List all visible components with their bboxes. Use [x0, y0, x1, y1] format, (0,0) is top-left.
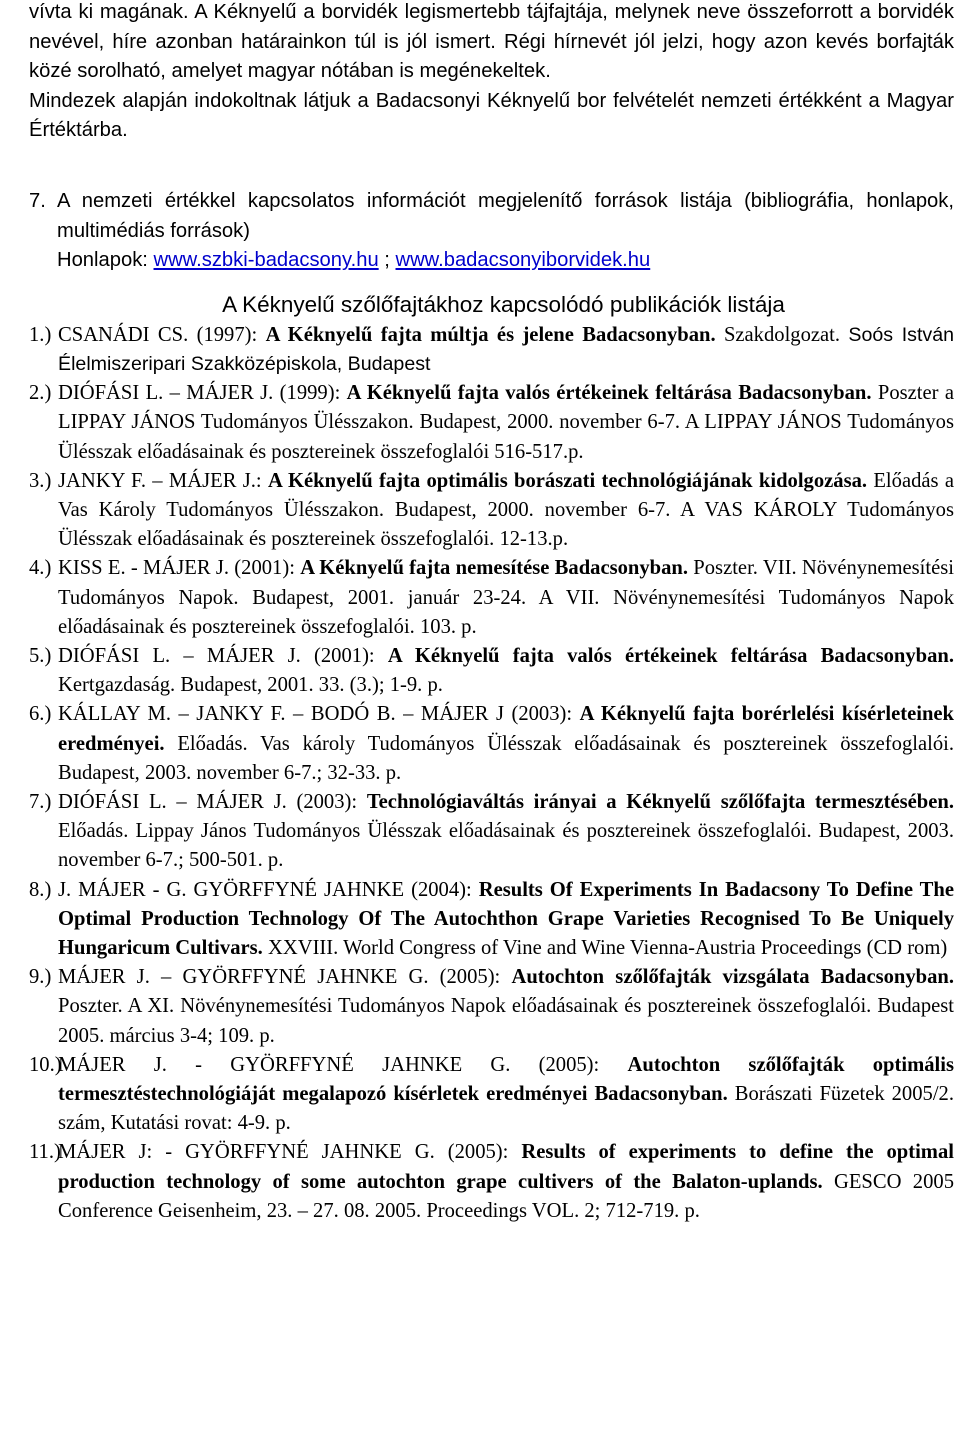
publication-item [29, 379, 954, 467]
publication-text [58, 700, 954, 788]
website-link-borvidek[interactable]: www.badacsonyiborvidek.hu [395, 249, 651, 272]
publication-details: Előadás a Vas Károly Tudományos Ülésszakon. Budapest, 2000. november 6-7. A VAS KÁROLY Tudományos Ülésszak előadásainak és posztereinek összefoglalói. 12-13.p. [58, 469, 954, 551]
link-separator: ; [384, 249, 390, 272]
publication-text [58, 963, 954, 1051]
publication-authors: CSANÁDI CS. (1997): [58, 323, 266, 346]
publications-title: A Kéknyelű szőlőfajtákhoz kapcsolódó publikációk listája [222, 291, 785, 317]
publication-text [58, 379, 954, 467]
publication-details: Poszter a LIPPAY JÁNOS Tudományos Ülésszakon. Budapest, 2000. november 6-7. A LIPPAY JÁNOS Tudományos Ülésszak előadásainak és posztereinek összefoglalói 516-517.p. [58, 382, 954, 463]
publication-details: Előadás. Vas károly Tudományos Ülésszak előadásainak és posztereinek összefoglalói. Budapest, 2003. november 6-7.; 32-33. p. [58, 732, 954, 784]
publication-title: A Kéknyelű fajta optimális borászati technológiájának kidolgozása. [267, 469, 868, 492]
publication-details: Előadás. Lippay János Tudományos Ülésszak előadásainak és posztereinek összefoglalói. Budapest, 2003. november 6-7.; 500-501. p. [58, 820, 954, 872]
publication-title: Technológiaváltás irányai a Kéknyelű szőlőfajta termesztésében. [366, 791, 954, 813]
publication-list [29, 321, 954, 1226]
publication-title: Autochton szőlőfajták vizsgálata Badacsonyban. [511, 966, 954, 989]
publication-item [29, 876, 954, 964]
publication-details: Borászati Füzetek 2005/2. szám, Kutatási rovat: 4-9. p. [58, 1083, 954, 1135]
website-link-szbki[interactable]: www.szbki-badacsony.hu [153, 249, 379, 272]
publication-text [58, 554, 954, 642]
intro-paragraph-2: Mindezek alapján indokoltnak látjuk a Badacsonyi Kéknyelű bor felvételét nemzeti értékként a Magyar Értéktárba. [29, 89, 954, 142]
publication-number: 7.) [29, 791, 52, 813]
publication-item [29, 321, 954, 379]
publication-details: XXVIII. World Congress of Vine and Wine Vienna-Austria Proceedings (CD rom) [262, 937, 948, 960]
section-title [57, 187, 954, 276]
publication-item [29, 963, 954, 1051]
publication-text [58, 467, 954, 555]
publication-title: Autochton szőlőfajták optimális termesztéstechnológiáját megalapozó kísérletek eredményei Badacsonyban. [58, 1053, 955, 1106]
publication-item [29, 1051, 954, 1139]
publication-details: Szakdolgozat. [715, 323, 849, 346]
publication-text [58, 321, 954, 379]
intro-paragraph-1: vívta ki magának. A Kéknyelű a borvidék legismertebb tájfajtája, melynek neve összeforrott a borvidék nevével, híre azonban határainkon túl is jól ismert. Régi hírnevét jól jelzi, hogy azon kevés borfajták közé sorolható, amelyet magyar nótában is megénekeltek. [29, 1, 954, 83]
publication-authors: JANKY F. – MÁJER J.: [58, 469, 268, 492]
publication-item [29, 1138, 954, 1226]
publication-item [29, 467, 954, 555]
publication-authors: MÁJER J: - GYÖRFFYNÉ JAHNKE G. (2005): [58, 1141, 522, 1164]
publication-authors: MÁJER J. – GYÖRFFYNÉ JAHNKE G. (2005): [58, 966, 512, 989]
publication-number: 3.) [29, 469, 52, 492]
publication-title: A Kéknyelű fajta nemesítése Badacsonyban. [300, 557, 689, 580]
publication-title: A Kéknyelű fajta múltja és jelene Badacsonyban. [265, 323, 716, 346]
section-title-text: A nemzeti értékkel kapcsolatos információt megjelenítő források listája (bibliográfia, honlapok, multimédiás források) [57, 189, 954, 242]
publication-number: 5.) [29, 644, 52, 667]
publication-number: 6.) [29, 703, 52, 726]
publication-text [58, 1051, 954, 1139]
publication-details: Poszter. VII. Növénynemesítési Tudományos Napok. Budapest, 2001. január 23-24. A VII. Növénynemesítési Tudományos Napok előadásainak és posztereinek összefoglalói. 103. p. [58, 557, 955, 638]
publication-number: 8.) [29, 878, 52, 901]
publication-authors: J. MÁJER - G. GYÖRFFYNÉ JAHNKE (2004): [58, 878, 479, 901]
section-number: 7. [29, 189, 46, 212]
publication-number: 11.) [29, 1141, 61, 1164]
publication-institution: Soós István Élelmiszeripari Szakközépiskola, Budapest [58, 323, 954, 375]
publication-text [58, 788, 954, 876]
publication-authors: KÁLLAY M. – JANKY F. – BODÓ B. – MÁJER J (2003): [58, 703, 580, 726]
publication-item [29, 700, 954, 788]
publication-number: 1.) [29, 323, 52, 346]
publication-authors: KISS E. - MÁJER J. (2001): [58, 557, 301, 580]
publication-authors: DIÓFÁSI L. – MÁJER J. (1999): [58, 382, 347, 405]
publication-number: 9.) [29, 966, 52, 989]
publication-title: A Kéknyelű fajta valós értékeinek feltárása Badacsonyban. [346, 382, 872, 405]
publication-item [29, 788, 954, 876]
publication-number: 10.) [29, 1053, 62, 1076]
publication-details: Poszter. A XI. Növénynemesítési Tudományos Napok előadásainak és posztereinek összefoglalói. Budapest 2005. március 3-4; 109. p. [58, 995, 954, 1047]
publication-title: A Kéknyelű fajta valós értékeinek feltárása Badacsonyban. [387, 644, 954, 667]
publication-authors: DIÓFÁSI L. – MÁJER J. (2001): [58, 644, 388, 667]
websites-label: Honlapok: [57, 249, 148, 272]
publication-text [58, 1138, 954, 1226]
publication-title: A Kéknyelű fajta borérlelési kísérleteinek eredményei. [58, 703, 955, 755]
publication-title: Results Of Experiments In Badacsony To Define The Optimal Production Technology Of The Autochthon Grape Varieties Recognised To Be Uniquely Hungaricum Cultivars. [58, 878, 955, 960]
publication-title: Results of experiments to define the optimal production technology of some autochton grape cultivers of the Balaton-uplands. [58, 1141, 954, 1193]
publication-authors: DIÓFÁSI L. – MÁJER J. (2003): [58, 791, 367, 813]
publication-authors: MÁJER J. - GYÖRFFYNÉ JAHNKE G. (2005): [58, 1053, 628, 1076]
publication-item [29, 642, 954, 700]
publication-number: 2.) [29, 382, 52, 405]
section-7-heading [29, 187, 954, 276]
publication-number: 4.) [29, 557, 52, 580]
publication-text [58, 876, 954, 964]
publication-details: Kertgazdaság. Budapest, 2001. 33. (3.); 1-9. p. [58, 674, 443, 697]
publication-details: GESCO 2005 Conference Geisenheim, 23. – 27. 08. 2005. Proceedings VOL. 2; 712-719. p. [58, 1170, 954, 1222]
publication-text [58, 642, 954, 700]
publication-item [29, 554, 954, 642]
